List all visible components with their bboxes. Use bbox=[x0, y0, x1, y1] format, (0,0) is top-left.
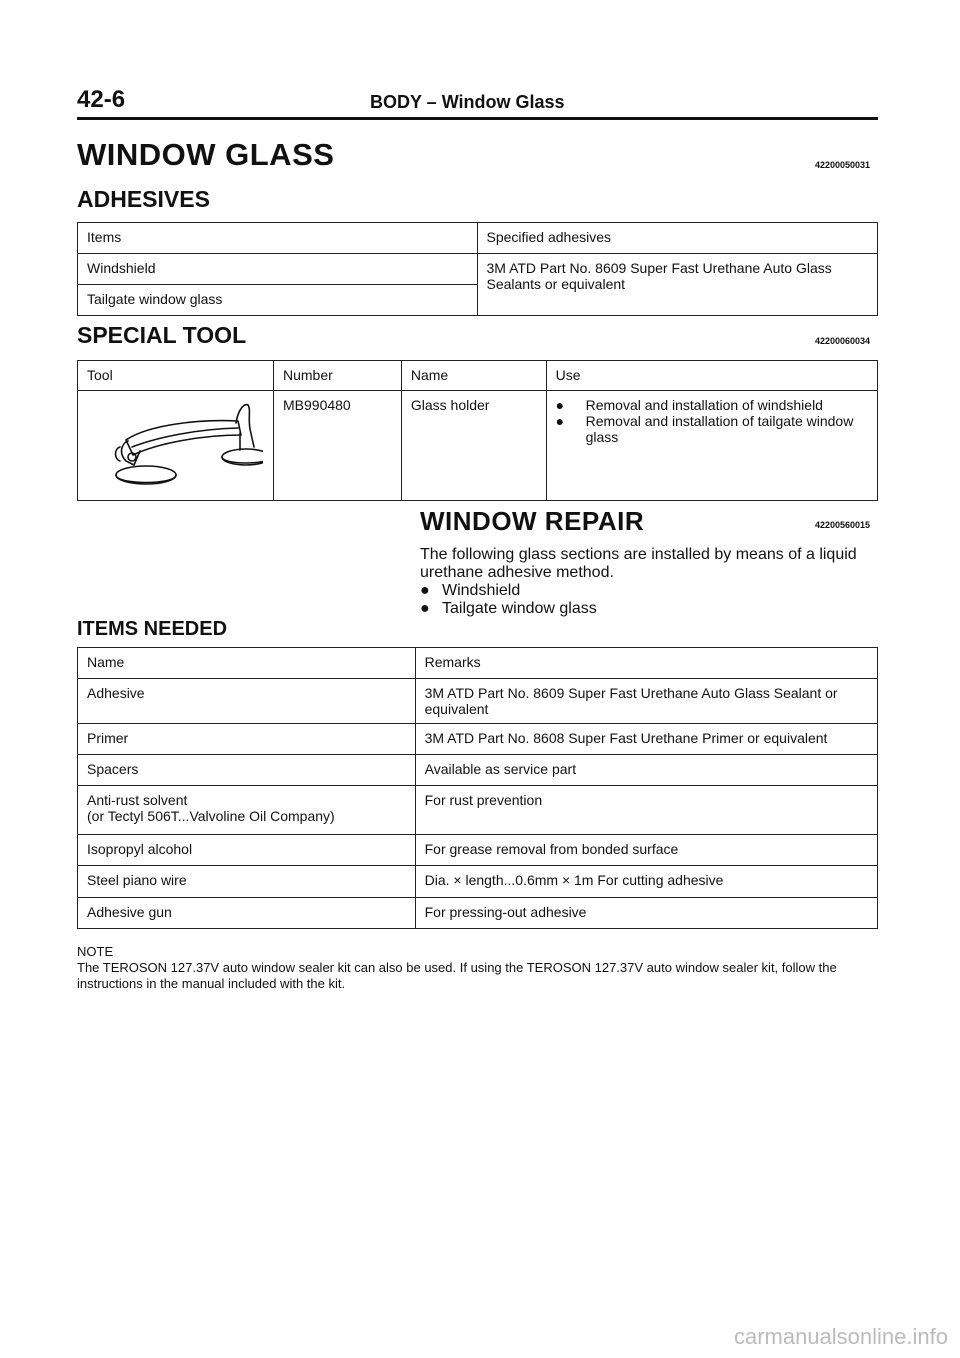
tool-use-item: ● Removal and installation of windshield bbox=[555, 397, 823, 413]
bullet-icon: ● bbox=[420, 600, 430, 617]
header-use: Use bbox=[546, 361, 877, 391]
tool-name: Glass holder bbox=[401, 391, 546, 501]
bullet-icon: ● bbox=[555, 413, 565, 429]
header-number: Number bbox=[274, 361, 402, 391]
bullet-icon: ● bbox=[420, 582, 430, 599]
adhesives-heading: ADHESIVES bbox=[77, 186, 210, 212]
special-tool-table bbox=[77, 360, 878, 501]
note-text: The TEROSON 127.37V auto window sealer kit can also be used. If using the TEROSON 127.37V auto window sealer kit, follow the instructions in the manual included with the kit. bbox=[77, 960, 837, 991]
specified-adhesive-value: 3M ATD Part No. 8609 Super Fast Urethane Auto Glass Sealants or equivalent bbox=[477, 254, 878, 316]
section-item: ● Windshield bbox=[420, 582, 521, 599]
header-items: Items bbox=[78, 223, 478, 254]
header-rule bbox=[77, 117, 878, 120]
tool-number: MB990480 bbox=[274, 391, 402, 501]
header-tool: Tool bbox=[78, 361, 274, 391]
note-block bbox=[77, 944, 879, 992]
table-row: Adhesive gun For pressing-out adhesive bbox=[78, 898, 878, 929]
watermark: carmanualsonline.info bbox=[733, 1324, 948, 1349]
item-windshield: Windshield bbox=[78, 254, 478, 285]
adhesives-table bbox=[77, 222, 878, 316]
glass-holder-illustration bbox=[88, 395, 263, 493]
header-remarks: Remarks bbox=[415, 648, 877, 679]
special-tool-code: 42200060034 bbox=[815, 336, 871, 346]
bullet-icon: ● bbox=[555, 397, 565, 413]
table-row: Adhesive 3M ATD Part No. 8609 Super Fast Urethane Auto Glass Sealant or equivalent bbox=[78, 679, 878, 724]
window-glass-code: 42200050031 bbox=[815, 160, 871, 170]
items-needed-table bbox=[77, 647, 878, 929]
window-repair-code: 42200560015 bbox=[815, 520, 871, 530]
header-specified-adhesives: Specified adhesives bbox=[477, 223, 878, 254]
header-name: Name bbox=[78, 648, 416, 679]
table-row: Isopropyl alcohol For grease removal from bonded surface bbox=[78, 835, 878, 866]
section-title: BODY – Window Glass bbox=[370, 92, 565, 112]
tool-use-item: ● Removal and installation of tailgate window glass bbox=[555, 413, 854, 445]
special-tool-heading: SPECIAL TOOL bbox=[77, 322, 247, 348]
page-number: 42-6 bbox=[77, 86, 126, 113]
table-row: Steel piano wire Dia. × length...0.6mm × 1m For cutting adhesive bbox=[78, 866, 878, 898]
table-row: Primer 3M ATD Part No. 8608 Super Fast Urethane Primer or equivalent bbox=[78, 724, 878, 755]
table-row: Spacers Available as service part bbox=[78, 755, 878, 786]
tool-illustration-cell bbox=[78, 391, 274, 501]
note-label: NOTE bbox=[77, 944, 114, 959]
table-row: Anti-rust solvent (or Tectyl 506T...Valvoline Oil Company) For rust prevention bbox=[78, 786, 878, 835]
item-tailgate-window-glass: Tailgate window glass bbox=[78, 285, 478, 316]
section-item: ● Tailgate window glass bbox=[420, 600, 597, 617]
window-glass-heading: WINDOW GLASS bbox=[77, 137, 335, 172]
window-repair-heading: WINDOW REPAIR bbox=[420, 506, 645, 536]
items-needed-heading: ITEMS NEEDED bbox=[77, 618, 228, 640]
tool-uses bbox=[546, 391, 877, 501]
window-repair-intro: The following glass sections are installed by means of a liquid urethane adhesive method. ● Windshield ● Tailgate window glass bbox=[420, 546, 880, 618]
header-name: Name bbox=[401, 361, 546, 391]
